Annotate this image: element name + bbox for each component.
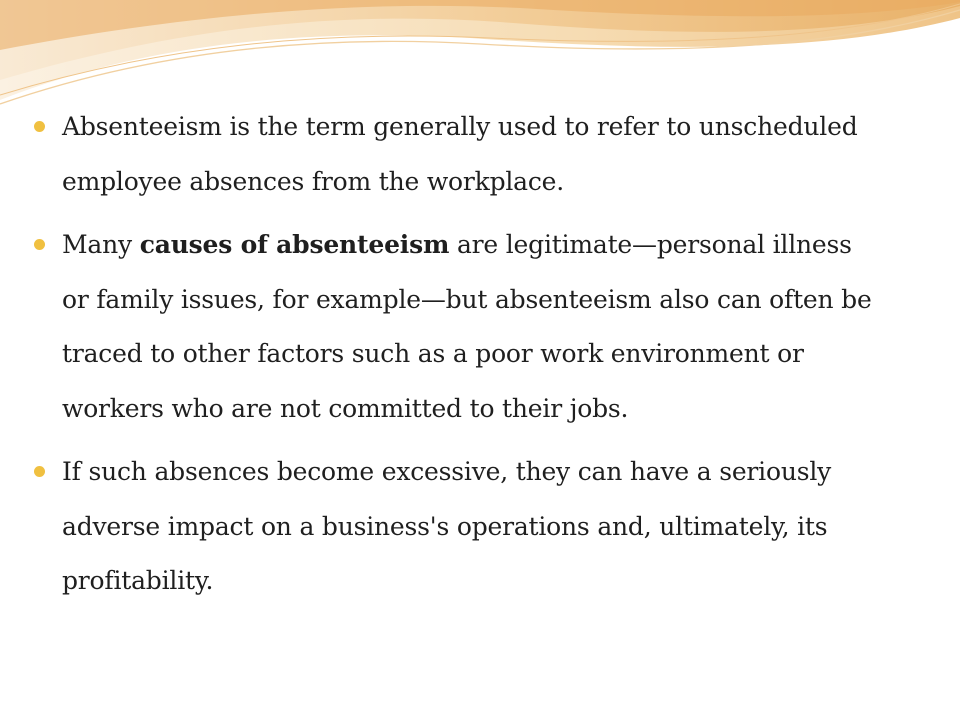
bullet-item	[34, 100, 874, 209]
bullet-item	[34, 445, 874, 609]
bullet-text: Absenteeism is the term generally used to refer to unscheduled employee absences from the workplace.	[62, 112, 858, 196]
bullet-item	[34, 218, 874, 436]
bullet-list	[34, 100, 874, 618]
bullet-text-post: are legitimate—personal illness or family issues, for example—but absenteeism also can often be traced to other factors such as a poor work environment or workers who are not committed to their jobs.	[62, 230, 872, 423]
bullet-text-bold: causes of absenteeism	[139, 230, 450, 259]
bullet-text-pre: Many	[62, 230, 140, 259]
bullet-text: If such absences become excessive, they can have a seriously adverse impact on a business's operations and, ultimately, its profitability.	[62, 457, 832, 595]
bullet-dot	[34, 121, 45, 132]
decorative-wave-header	[0, 0, 960, 110]
bullet-dot	[34, 239, 45, 250]
bullet-dot	[34, 466, 45, 477]
